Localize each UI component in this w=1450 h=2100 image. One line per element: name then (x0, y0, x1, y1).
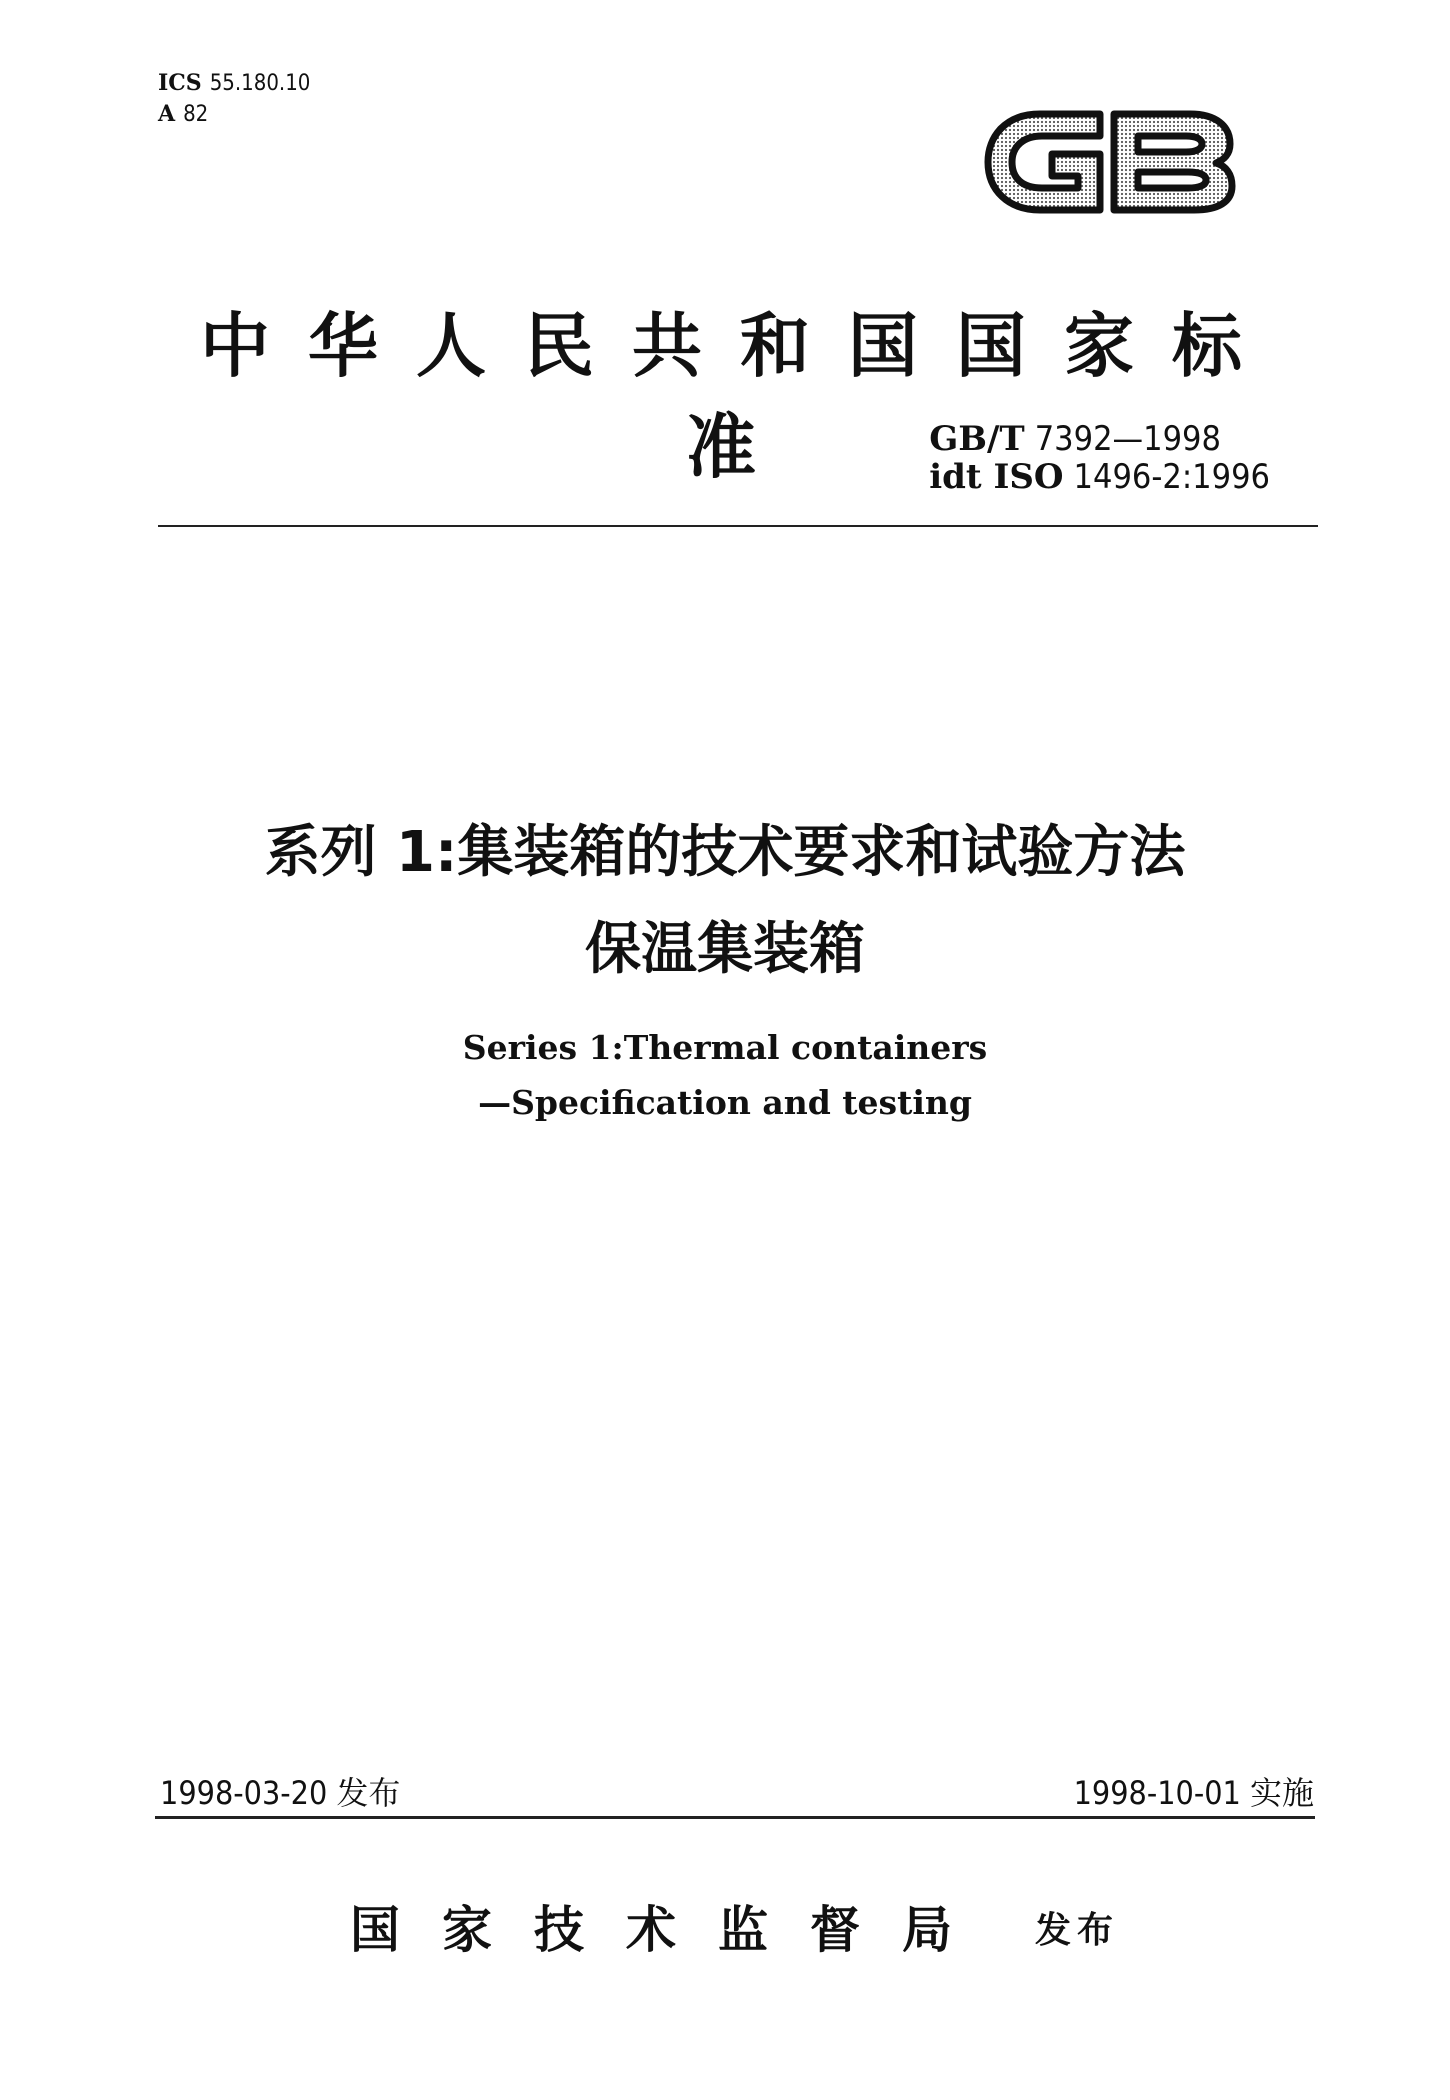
ics-line (158, 68, 310, 99)
gb-logo (980, 92, 1240, 232)
gb-number-line (929, 420, 1270, 458)
idt-key: idt ISO (929, 457, 1064, 497)
idt-number-line (929, 458, 1270, 496)
standard-number (929, 420, 1270, 496)
implement-date: 1998-10-01 实施 (1073, 1774, 1314, 1812)
gb-key: GB/T (929, 419, 1025, 459)
class-key: A (158, 101, 176, 127)
title-en-line1: Series 1:Thermal containers (462, 1028, 988, 1067)
class-value: 82 (183, 102, 209, 127)
idt-value: 1496-2:1996 (1073, 457, 1270, 497)
title-cn-line1: 系列 1:集装箱的技术要求和试验方法 (264, 820, 1186, 885)
title-cn-line2: 保温集装箱 (585, 917, 865, 982)
ics-classification (158, 68, 310, 130)
issued-label: 发布 (1035, 1909, 1120, 1951)
top-divider (158, 525, 1318, 527)
gb-value: 7392—1998 (1034, 419, 1221, 459)
ics-key: ICS (158, 70, 202, 96)
publish-date: 1998-03-20 发布 (160, 1774, 401, 1812)
bottom-divider (155, 1816, 1315, 1819)
standard-title: 中华人民共和国国家标准 (200, 304, 1280, 488)
class-line (158, 99, 310, 130)
title-en-line2: —Specification and testing (478, 1083, 972, 1122)
issuing-authority: 国家技术监督局 (350, 1900, 994, 1959)
ics-value: 55.180.10 (209, 71, 311, 96)
